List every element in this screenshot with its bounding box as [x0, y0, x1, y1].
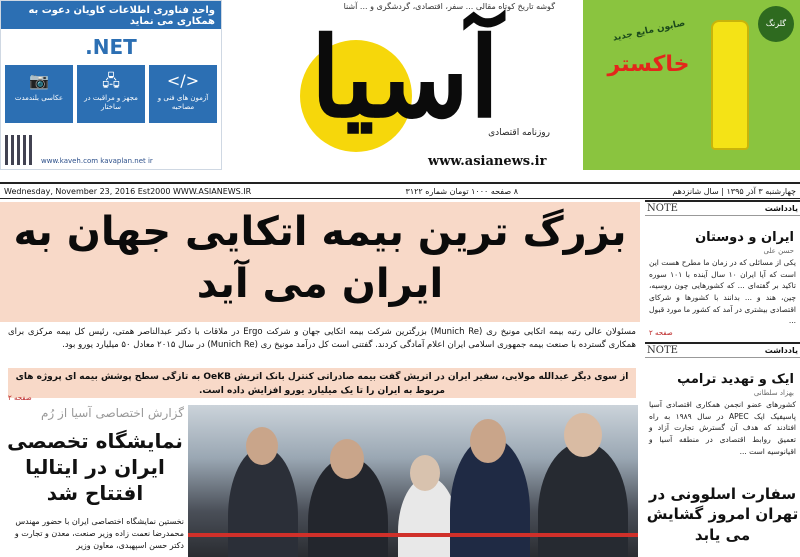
lead-paragraph: مسئولان عالی رتبه بیمه اتکایی مونیخ ری (Munich Re) بزرگترین شرکت بیمه اتکایی جهان و شرکت Ergo در ملاقات با دکتر عبدالناصر همتی، رئیس کل بیمه مرکزی برای همکاری گسترده با صنعت بیمه جمهوری اسلامی ایران اعلام آمادگی کردند. گفتنی است کل درآمد مونیخ ری (Munich Re) در سال ۲۰۱۵ معادل ۵۰ میلیارد یورو بود.: [8, 327, 636, 351]
note-column-2: [645, 342, 800, 482]
ad-banner-text: واحد فناوری اطلاعات کاویان دعوت به همکاری می نماید: [1, 1, 221, 29]
brand-logo: گلرنگ: [758, 6, 794, 42]
page-reference: صفحه ۲: [8, 394, 32, 402]
note-author: حسن علی: [763, 247, 794, 255]
report-title[interactable]: نمایشگاه تخصصی ایران در ایتالیا افتتاح شد: [7, 429, 183, 505]
detergent-ad[interactable]: [583, 0, 800, 170]
date-bar: [0, 182, 800, 199]
it-recruitment-ad[interactable]: [0, 0, 222, 170]
service-tile-1: </> آزمون های فنی و مصاحبه: [149, 65, 217, 123]
website-url[interactable]: www.asianews.ir: [428, 154, 547, 169]
note-body: یکی از مسائلی که در زمان ما مطرح هست این است که آیا ایران ۱۰ سال آینده با ۱۰۱ سوره تاکید بر گفته‌ای ... که کشورهایی چون روسیه، چین، هند و ... بدانند با کشورها و شرکای اقتصادی بیشتری در آمد که کشور ما مورد قبول ...: [649, 258, 796, 326]
page-reference: صفحه ۲: [649, 328, 673, 337]
masthead-tagline: گوشه تاریخ کوتاه مقالی ... سفر، اقتصادی، گردشگری و ... آشنا: [343, 2, 555, 11]
note-header: NOTE یادداشت: [645, 342, 800, 358]
person-head: [330, 439, 364, 479]
report-kicker: گزارش اختصاصی آسیا از رُم: [40, 406, 184, 420]
main-headline[interactable]: بزرگ ترین بیمه اتکایی جهان به ایران می آید: [13, 209, 627, 307]
note-title[interactable]: ایک و تهدید ترامپ: [677, 372, 794, 387]
person-head: [410, 455, 440, 491]
english-date: Wednesday, November 23, 2016 Est2000 WWW.ASIANEWS.IR: [4, 186, 252, 196]
dotnet-logo: .NET: [85, 35, 137, 59]
note-header: NOTE یادداشت: [645, 200, 800, 216]
person-figure: [538, 442, 628, 557]
ad-footer-links: www.kaveh.com kavaplan.net ir: [41, 157, 153, 165]
red-ribbon: [188, 533, 638, 537]
newspaper-wordmark: آسیا: [310, 13, 500, 142]
bottle-icon: [711, 20, 749, 150]
service-tile-3: 📷 عکاسی بلندمدت: [5, 65, 73, 123]
network-icon: 🖧: [102, 71, 120, 90]
product-name: خاکستر: [607, 52, 690, 77]
report-body: نخستین نمایشگاه اختصاصی ایران با حضور مهندس محمدرضا نعمت زاده وزیر صنعت، معدن و تجارت و دکتر حسن اسپهبدی، معاون وزیر: [14, 517, 184, 550]
news-brief: از سوی دیگر عبدالله مولایی، سفیر ایران در اتریش گفت بیمه صادراتی کنترل بانک اتریش OeKB به تازگی سطح پوشش بیمه ای پروژه های مربوط به ایران را تا یک میلیارد یورو افزایش داده است.: [8, 368, 636, 398]
persian-date: چهارشنبه ۳ آذر ۱۳۹۵ | سال شانزدهم: [672, 186, 796, 196]
ad-tagline: صابون مایع جدید: [611, 18, 687, 44]
code-icon: </>: [166, 71, 200, 90]
note-title[interactable]: ایران و دوستان: [695, 230, 794, 245]
camera-icon: 📷: [29, 71, 49, 90]
note-body: کشورهای عضو انجمن همکاری اقتصادی آسیا پاسیفیک ایک APEC در سال ۱۹۸۹ به راه افتادند که هدف آن گسترش تجارت آزاد و تعمیق روابط اقتصادی در منطقه آسیا و اقیانوسیه است ...: [649, 400, 797, 456]
ribbon-cutting-photo: [188, 405, 638, 557]
embassy-headline[interactable]: سفارت اسلوونی در تهران امروز گشایش می یابد: [646, 485, 799, 544]
note-author: بهزاد سلطانی: [753, 389, 794, 397]
person-head: [564, 413, 602, 457]
note-column-1: [645, 200, 800, 340]
person-head: [470, 419, 506, 463]
issue-info: ۸ صفحه ۱۰۰۰ تومان شماره ۳۱۲۲: [405, 186, 518, 196]
person-head: [246, 427, 278, 465]
service-tile-2: 🖧 مجهز و مراقبت در ساختار: [77, 65, 145, 123]
newspaper-subtitle: روزنامه اقتصادی: [488, 128, 550, 138]
qr-code-icon: [5, 135, 35, 165]
